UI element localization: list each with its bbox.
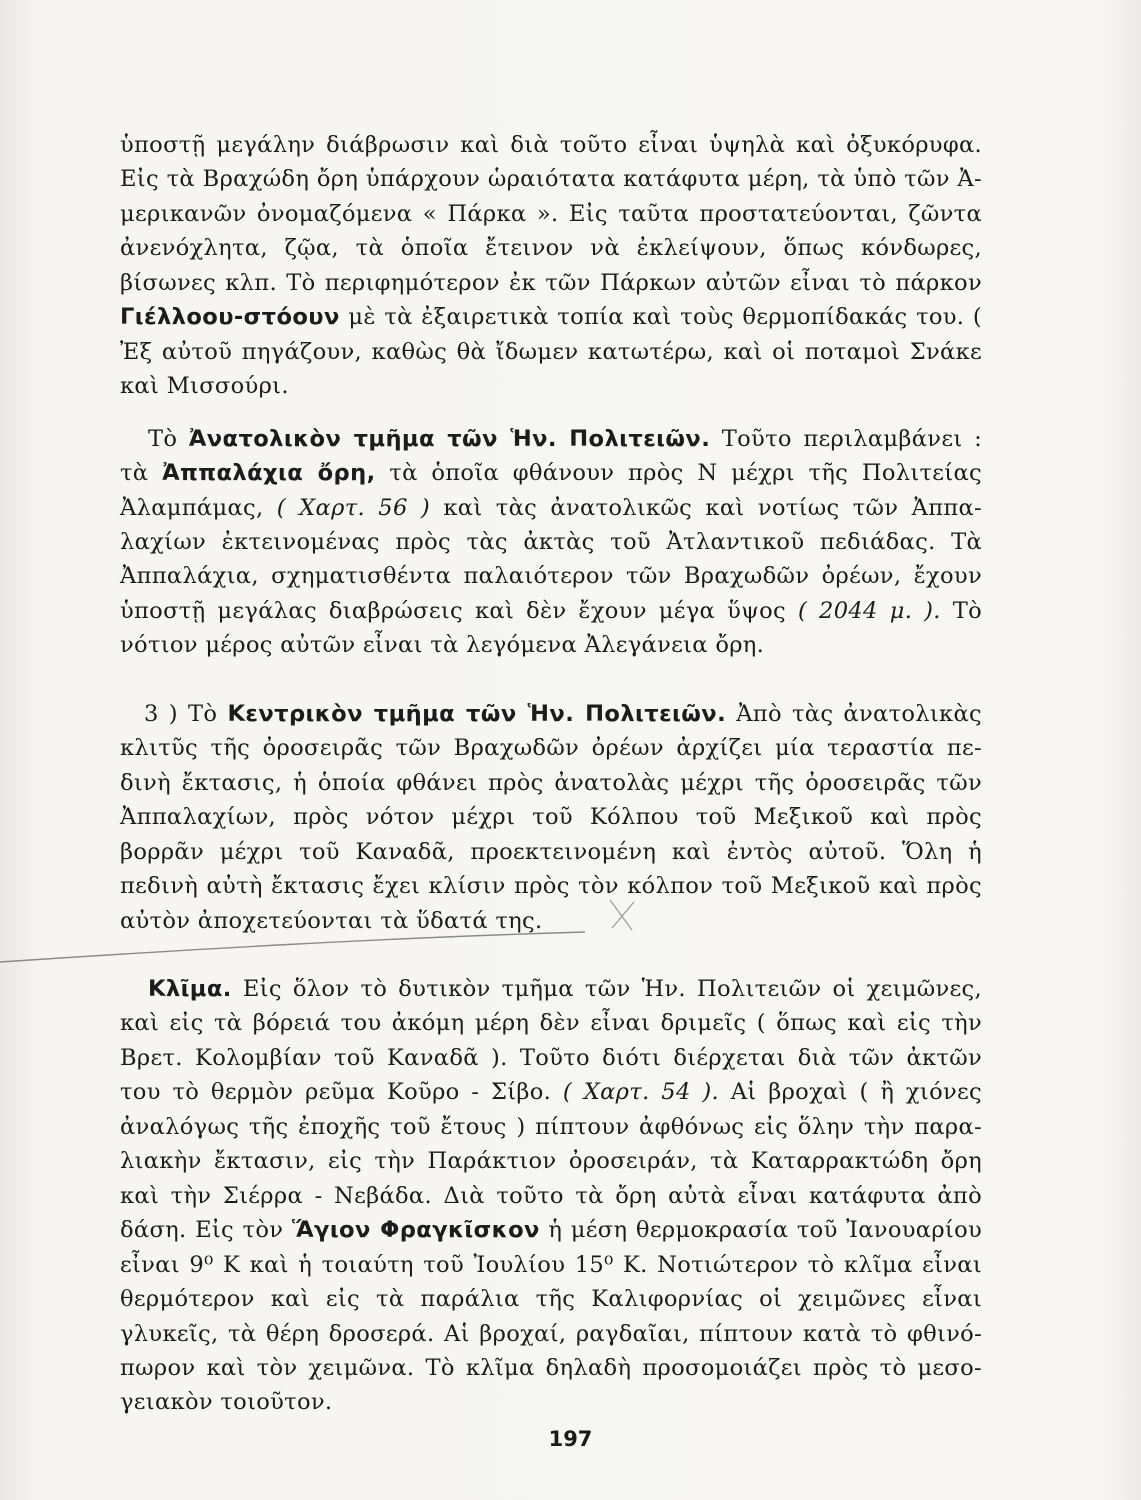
text-run: Τὸ xyxy=(148,425,189,452)
bold-term-appalachian: Ἀππαλάχια ὄρη, xyxy=(162,460,376,487)
bold-term-san-francisco: Ἅγιον Φραγκῖσκον xyxy=(291,1217,540,1244)
text-run: Τοῦτο περιλαμβάνει : τὰ xyxy=(120,425,982,487)
map-reference: ( Χαρτ. 56 ) xyxy=(276,494,431,521)
page-number: 197 xyxy=(548,1427,593,1451)
text-run: καὶ τὰς ἀνατολικῶς καὶ νοτίως τῶν Ἀππα-λαχίων ἐκτεινομένας πρὸς τὰς ἀκτὰς τοῦ Ἀτλαντικοῦ πεδιάδας. Τὰ Ἀππαλάχια, σχηματισθέντα παλαιότερον τῶν Βραχωδῶν ὀρέων, ἔχουν ὑποστῇ μεγάλας διαβρώσεις καὶ δὲν ἔχουν μέγα ὕψος xyxy=(120,494,982,624)
text-run: Αἱ βροχαὶ ( ἢ χιόνες ἀναλόγως τῆς ἐποχῆς τοῦ ἔτους ) πίπτουν ἀφθόνως εἰς ὅλην τὴν παρα-λιακὴν ἔκτασιν, εἰς τὴν Παράκτιον ὀροσειράν, τὰ Καταρρακτώδη ὄρη καὶ τὴν Σιέρρα - Νεβάδα. Διὰ τοῦτο τὰ ὄρη αὐτὰ εἶναι κατάφυτα ἀπὸ δάση. Εἰς τὸν xyxy=(120,1079,982,1244)
paragraph-eastern-section xyxy=(120,422,982,663)
text-run: τὰ ὁποῖα φθάνουν πρὸς Ν μέχρι τῆς Πολιτείας Ἀλαμπάμας, xyxy=(120,460,982,521)
bold-heading-central: Κεντρικὸν τμῆμα τῶν Ἡν. Πολιτειῶν. xyxy=(227,700,727,727)
text-run: Ἀπὸ τὰς ἀνατολικὰς κλιτῦς τῆς ὀροσειρᾶς τῶν Βραχωδῶν ὀρέων ἀρχίζει μία τεραστία πε-δινὴ ἔκτασις, ἡ ὁποία φθάνει πρὸς ἀνατολὰς μέχρι τῆς ὀροσειρᾶς τῶν Ἀππαλαχίων, πρὸς νότον μέχρι τοῦ Κόλπου τοῦ Μεξικοῦ καὶ πρὸς βορρᾶν μέχρι τοῦ Καναδᾶ, προεκτεινομένη καὶ ἐντὸς αὐτοῦ. Ὅλη ἡ πεδινὴ αὐτὴ ἔκτασις ἔχει κλίσιν πρὸς τὸν κόλπον τοῦ Μεξικοῦ καὶ πρὸς αὐτὸν ἀποχετεύονται τὰ ὕδατά της. xyxy=(120,700,982,934)
paragraph-central-section xyxy=(120,697,982,938)
map-reference: ( Χαρτ. 54 ). xyxy=(562,1079,719,1106)
bold-heading-climate: Κλῖμα. xyxy=(148,975,232,1002)
bold-heading-eastern: Ἀνατολικὸν τμῆμα τῶν Ἡν. Πολιτειῶν. xyxy=(188,425,711,452)
text-run: μὲ τὰ ἐξαιρετικὰ τοπία καὶ τοὺς θερμοπίδακάς του. ( Ἐξ αὐτοῦ πηγάζουν, καθὼς θὰ ἴδωμεν κατωτέρω, καὶ οἱ ποταμοὶ Σνάκε καὶ Μισσούρι. xyxy=(120,304,982,400)
body-text xyxy=(120,128,982,1420)
paragraph-parks xyxy=(120,128,982,404)
text-run: Εἰς ὅλον τὸ δυτικὸν τμῆμα τῶν Ἡν. Πολιτειῶν οἱ χειμῶνες, καὶ εἰς τὰ βόρειά του ἀκόμη μέρη δὲν εἶναι δριμεῖς ( ὅπως καὶ εἰς τὴν Βρετ. Κολομβίαν τοῦ Καναδᾶ ). Τοῦτο διότι διέρχεται διὰ τῶν ἀκτῶν του τὸ θερμὸν ρεῦμα Κοῦρο - Σίβο. xyxy=(120,975,982,1106)
text-run: 3 ) Τὸ xyxy=(144,700,228,727)
text-run: Τὸ νότιον μέρος αὐτῶν εἶναι τὰ λεγόμενα Ἀλεγάνεια ὄρη. xyxy=(120,597,982,659)
paragraph-climate xyxy=(120,972,982,1420)
bold-term-yellowstone: Γιέλλοου-στόουν xyxy=(120,304,340,331)
text-run: ἡ μέση θερμοκρασία τοῦ Ἰανουαρίου εἶναι 9⁰ Κ καὶ ἡ τοιαύτη τοῦ Ἰουλίου 15⁰ Κ. Νοτιώτερον τὸ κλῖμα εἶναι θερμότερον καὶ εἰς τὰ παράλια τῆς Καλιφορνίας οἱ χειμῶνες εἶναι γλυκεῖς, τὰ θέρη δροσερά. Αἱ βροχαί, ραγδαῖαι, πίπτουν κατὰ τὸ φθινό-πωρον καὶ τὸν χειμῶνα. Τὸ κλῖμα δηλαδὴ προσομοιάζει πρὸς τὸ μεσο-γειακὸν τοιοῦτον. xyxy=(120,1217,983,1416)
text-run: ὑποστῇ μεγάλην διάβρωσιν καὶ διὰ τοῦτο εἶναι ὑψηλὰ καὶ ὀξυκόρυφα. Εἰς τὰ Βραχώδη ὄρη ὑπάρχουν ὡραιότατα κατάφυτα μέρη, τὰ ὑπὸ τῶν Ἀ-μερικανῶν ὀνομαζόμενα « Πάρκα ». Εἰς ταῦτα προστατεύονται, ζῶντα ἀνενόχλητα, ζῷα, τὰ ὁποῖα ἔτεινον νὰ ἐκλείψουν, ὅπως κόνδωρες, βίσωνες κλπ. Τὸ περιφημότερον ἐκ τῶν Πάρκων αὐτῶν εἶναι τὸ πάρκον xyxy=(120,132,982,296)
height-reference: ( 2044 μ. ). xyxy=(797,597,941,624)
